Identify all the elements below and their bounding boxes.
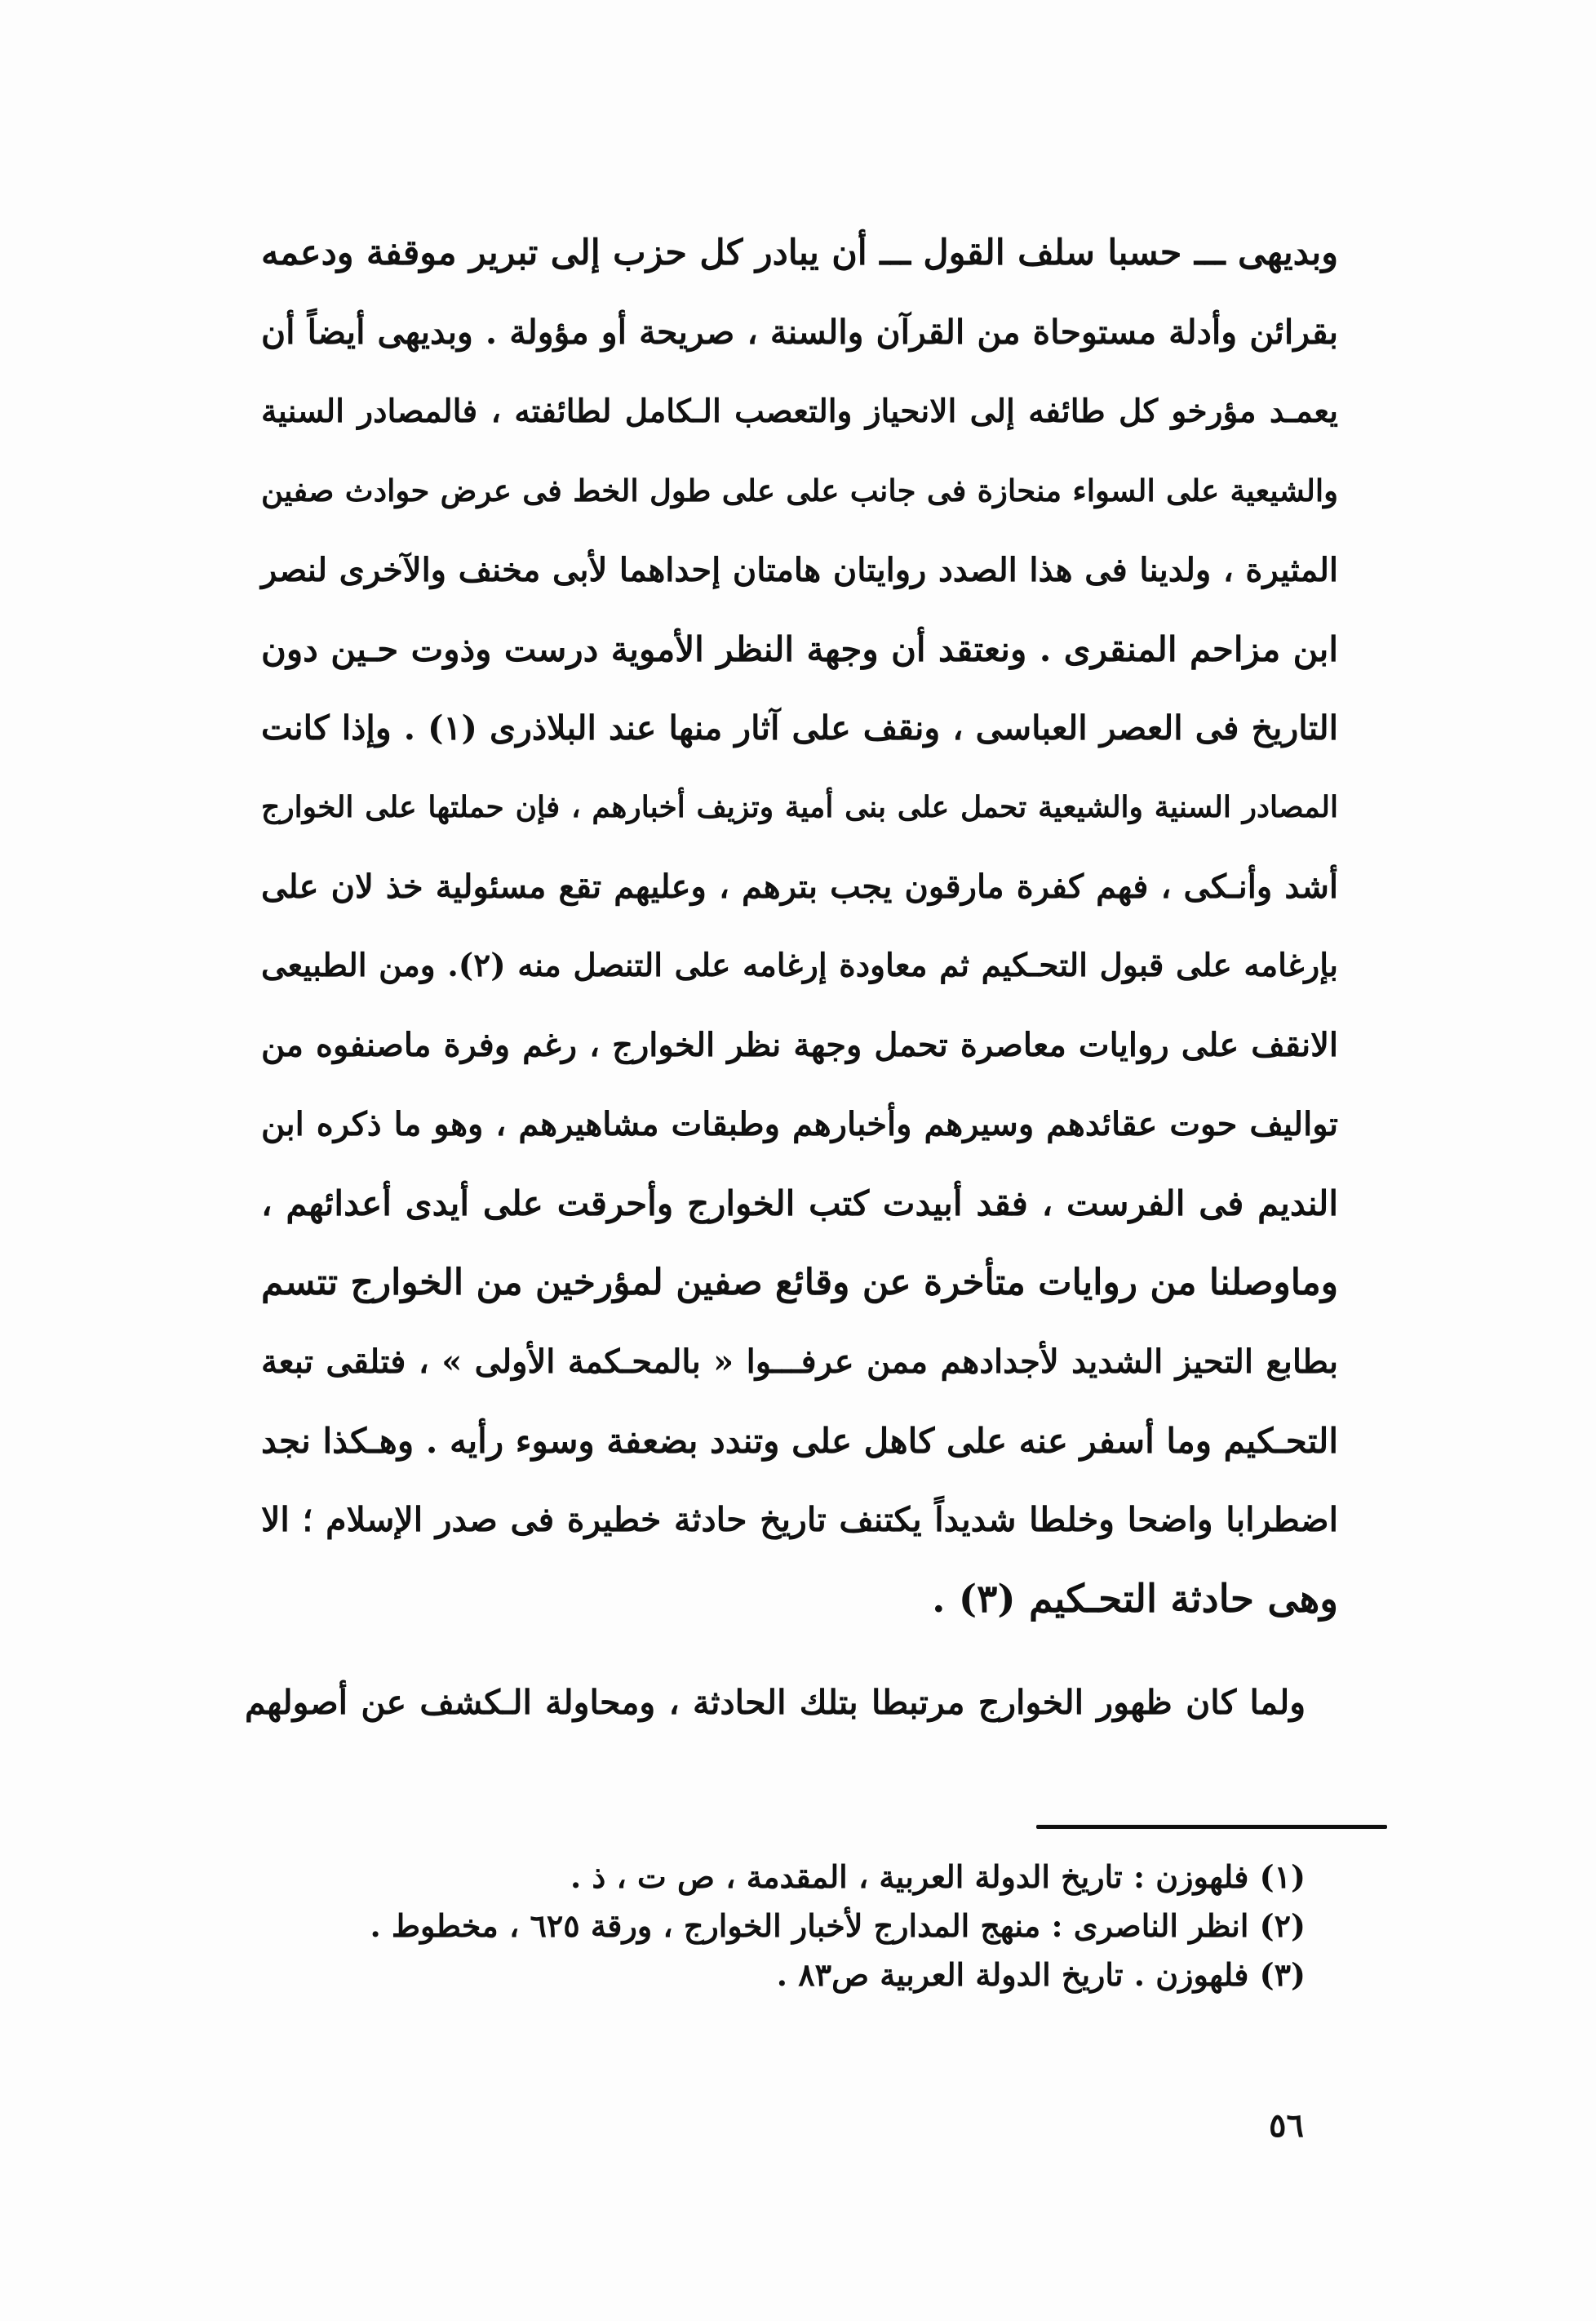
text-line: اضطرابا واضحا وخلطا شديداً يكتنف تاريخ حادثة خطيرة فى صدر الإسلام ؛ الا	[261, 1500, 1338, 1539]
text-line: ولما كان ظهور الخوارج مرتبطا بتلك الحادثة ، ومحاولة الـكشف عن أصولهم	[245, 1683, 1306, 1722]
text-line: المثيرة ، ولدينا فى هذا الصدد روايتان هامتان إحداهما لأبى مخنف والآخرى لنصر	[261, 551, 1338, 589]
text-line: تواليف حوت عقائدهم وسيرهم وأخبارهم وطبقات مشاهيرهم ، وهو ما ذكره ابن	[261, 1105, 1338, 1143]
text-line: التحـكيم وما أسفر عنه على كاهل على وتندد بضعفة وسوء رأيه . وهـكذا نجد	[261, 1421, 1338, 1461]
text-line: وبديهى ـــ حسبا سلف القول ـــ أن يبادر كل حزب إلى تبرير موقفة ودعمه	[261, 233, 1338, 273]
footnote: (٢) انظر الناصرى : منهج المدارج لأخبار الخوارج ، ورقة ٦٢٥ ، مخطوط .	[370, 1907, 1306, 1944]
text-line: بإرغامه على قبول التحـكيم ثم معاودة إرغامه على التنصل منه (٢). ومن الطبيعى	[261, 947, 1338, 984]
paragraph-2	[245, 1663, 1306, 1742]
footnote: (٣) فلهوزن . تاريخ الدولة العربية ص٨٣ .	[776, 1956, 1306, 1993]
text-line: والشيعية على السواء منحازة فى جانب على على طول الخط فى عرض حوادث صفين	[261, 473, 1338, 508]
paragraph-1	[261, 214, 1338, 1639]
text-line: النديم فى الفرست ، فقد أبيدت كتب الخوارج وأحرقت على أيدى أعدائهم ،	[261, 1183, 1338, 1223]
text-line: التاريخ فى العصر العباسى ، ونقف على آثار منها عند البلاذرى (١) . وإذا كانت	[261, 708, 1338, 748]
text-line: يعمـد مؤرخو كل طائفه إلى الانحياز والتعصب الـكامل لطائفته ، فالمصادر السنية	[261, 393, 1338, 430]
text-line: بقرائن وأدلة مستوحاة من القرآن والسنة ، صريحة أو مؤولة . وبديهى أيضاً أن	[261, 313, 1338, 352]
text-line: الانقف على روايات معاصرة تحمل وجهة نظر الخوارج ، رغم وفرة ماصنفوه من	[261, 1026, 1338, 1064]
footnote: (١) فلهوزن : تاريخ الدولة العربية ، المقدمة ، ص ت ، ذ .	[570, 1858, 1306, 1895]
text-line: بطابع التحيز الشديد لأجدادهم ممن عرفـــوا « بالمحـكمة الأولى » ، فتلقى تبعة	[261, 1342, 1338, 1381]
text-line: ابن مزاحم المنقرى . ونعتقد أن وجهة النظر الأموية درست وذوت حـين دون	[261, 629, 1338, 669]
text-line: المصادر السنية والشيعية تحمل على بنى أمية وتزيف أخبارهم ، فإن حملتها على الخوارج	[261, 790, 1338, 824]
text-line: وهى حادثة التحـكيم (٣) .	[932, 1577, 1338, 1622]
footnote-separator	[1036, 1825, 1387, 1829]
page-number: ٥٦	[1269, 2106, 1304, 2145]
footnotes	[326, 1853, 1306, 1999]
text-line: أشد وأنـكى ، فهم كفرة مارقون يجب بترهم ، وعليهم تقع مسئولية خذ لان على	[261, 868, 1338, 906]
text-line: وماوصلنا من روايات متأخرة عن وقائع صفين لمؤرخين من الخوارج تتسم	[261, 1262, 1338, 1303]
